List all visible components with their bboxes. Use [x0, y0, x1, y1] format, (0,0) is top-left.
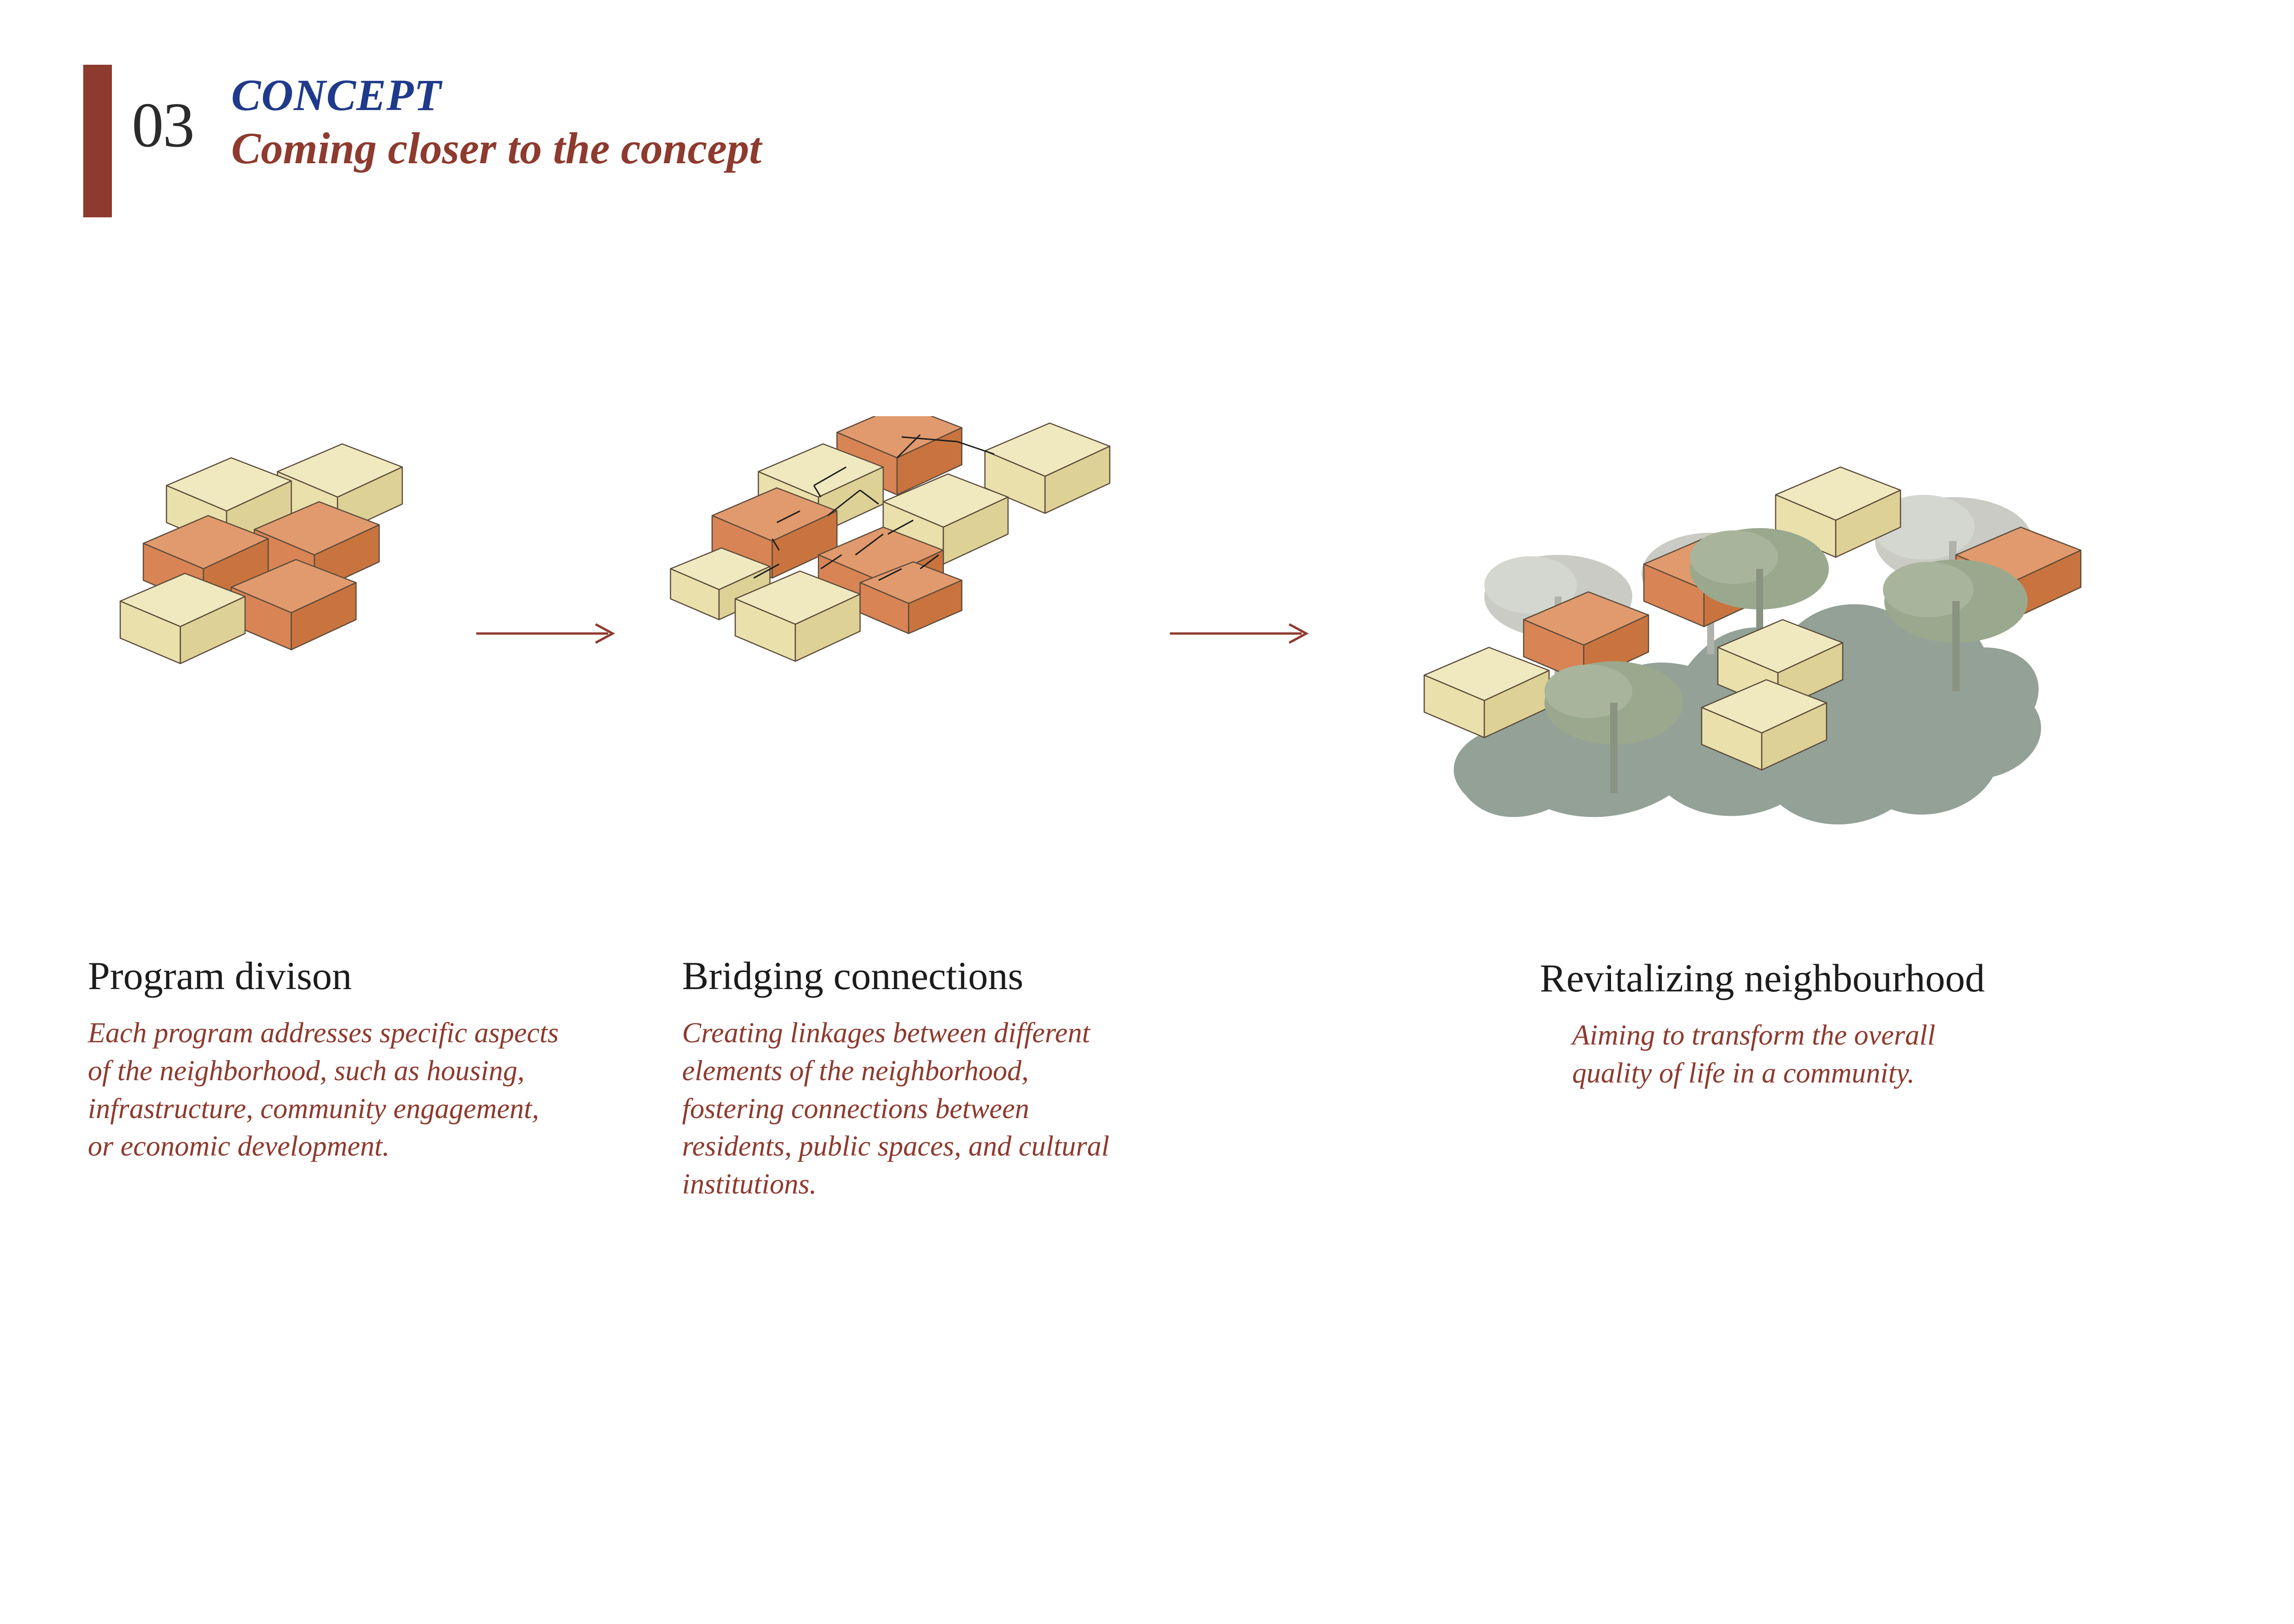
stage-3-illustration	[1410, 416, 2104, 902]
caption-body: Creating linkages between different elements of the neighborhood, fostering connections between residents, public spaces, and cultural institutions.	[682, 1017, 1110, 1200]
caption-program-division	[88, 953, 620, 1166]
caption-body: Each program addresses specific aspects of the neighborhood, such as housing, infrastructure, community engagement, or economic development.	[88, 1017, 559, 1163]
caption-revitalizing-neighbourhood	[1540, 955, 2146, 1093]
caption-title: Program divison	[88, 953, 352, 998]
section-title: CONCEPT	[231, 70, 442, 120]
stage-2-illustration	[661, 416, 1147, 832]
caption-title: Revitalizing neighbourhood	[1540, 956, 1985, 1000]
page-header	[83, 65, 1101, 217]
caption-title: Bridging connections	[682, 953, 1024, 998]
header-accent-bar	[83, 65, 112, 217]
stage-1-illustration	[83, 416, 453, 832]
concept-diagram	[0, 416, 2294, 971]
arrow-stage1-to-stage2	[472, 615, 624, 652]
section-number: 03	[132, 89, 194, 160]
caption-body: Aiming to transform the overall quality of life in a community.	[1572, 1020, 1936, 1089]
arrow-stage2-to-stage3	[1165, 615, 1318, 652]
caption-bridging-connections	[682, 953, 1168, 1204]
section-subtitle: Coming closer to the concept	[231, 123, 762, 173]
